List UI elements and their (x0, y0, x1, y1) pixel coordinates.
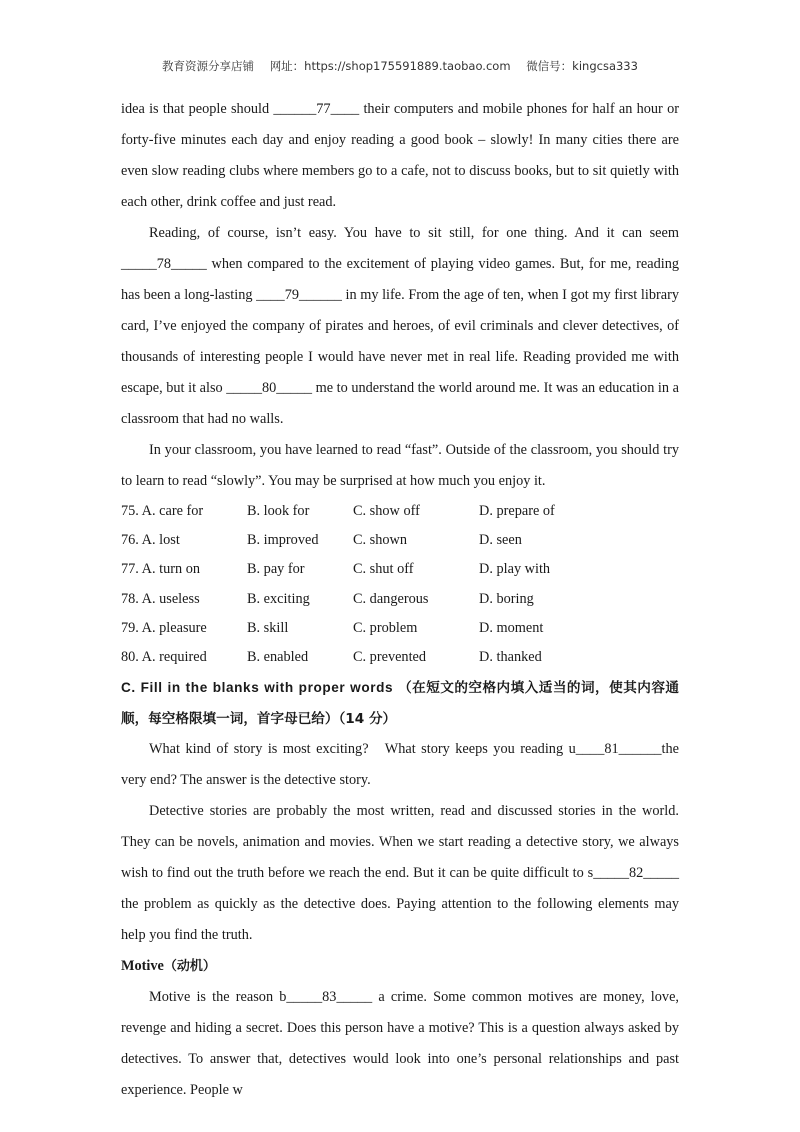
options-list (121, 497, 679, 672)
option-b: B. enabled (247, 649, 309, 666)
option-row-79 (121, 614, 679, 643)
document-body (121, 94, 679, 1106)
option-d: D. seen (479, 532, 522, 549)
option-b: B. exciting (247, 590, 310, 607)
option-row-80 (121, 643, 679, 672)
blank-78: _____78_____ (121, 256, 207, 272)
option-a: 79. A. pleasure (121, 619, 207, 636)
blank-77: ______77____ (273, 101, 360, 117)
option-row-76 (121, 526, 679, 555)
option-a: 75. A. care for (121, 503, 204, 519)
option-a: 78. A. useless (121, 590, 200, 607)
paragraph-6: Motive is the reason b_____83_____ a crime. Some common motives are money, love, revenge and hiding a secret. Does this person have a motive? This is a question always asked by detectives. To answer that, detectives would look into one’s personal relationships and past experience. People w (121, 989, 679, 1099)
section-c-heading: C. Fill in the blanks with proper words （在短文的空格内填入适当的词，使其内容通顺，每空格限填一词，首字母已给）（14 分） (121, 680, 679, 727)
option-d: D. play with (479, 561, 551, 578)
option-b: B. look for (247, 503, 310, 519)
blank-83: _____83_____ (286, 989, 373, 1006)
option-c: C. shut off (353, 561, 414, 578)
option-b: B. improved (247, 532, 319, 549)
option-c: C. dangerous (353, 590, 429, 607)
blank-80: _____80_____ (226, 380, 313, 396)
option-a: 76. A. lost (121, 532, 180, 549)
option-c: C. prevented (353, 649, 427, 666)
paragraph-2: Reading, of course, isn’t easy. You have to sit still, for one thing. And it can seem _____78_____ when compared to the excitement of playing video games. But, for me, reading has been a long-lasting ____79______ in my life. From the age of ten, when I got my first library card, I’ve enjoyed the company of pirates and heroes, of evil criminals and clever detectives, of thousands of interesting people I would have never met in real life. Reading provided me with escape, but it also _____80_____ me to understand the world around me. It was an education in a classroom that had no walls. (121, 225, 679, 427)
blank-82: _____82_____ (593, 865, 679, 882)
option-row-75 (121, 497, 679, 526)
wechat-id: 微信号：kingcsa333 (526, 59, 638, 73)
option-row-78 (121, 585, 679, 614)
paragraph-4: What kind of story is most exciting? What story keeps you reading u____81______the very end? The answer is the detective story. (121, 741, 679, 789)
option-b: B. skill (247, 619, 289, 636)
option-a: 80. A. required (121, 649, 207, 666)
paragraph-1: idea is that people should ______77____ their computers and mobile phones for half an hour or forty-five minutes each day and enjoy reading a good book – slowly! In many cities there are even slow reading clubs where members go to a cafe, not to discuss books, but to sit quietly with each other, drink coffee and just read. (121, 101, 679, 210)
option-c: C. problem (353, 619, 418, 636)
paragraph-5: Detective stories are probably the most written, read and discussed stories in the world. They can be novels, animation and movies. When we start reading a detective story, we always wish to find out the truth before we reach the end. But it can be quite difficult to s_____82_____ the problem as quickly as the detective does. Paying attention to the following elements may help you find the truth. (121, 803, 679, 944)
shop-url: 网址：https://shop175591889.taobao.com (269, 59, 511, 73)
option-row-77 (121, 555, 679, 584)
option-d: D. moment (479, 619, 544, 636)
option-d: D. thanked (479, 649, 542, 666)
option-b: B. pay for (247, 561, 305, 578)
motive-heading: Motive（动机） (121, 958, 216, 975)
option-a: 77. A. turn on (121, 561, 201, 578)
option-d: D. boring (479, 590, 534, 607)
option-c: C. show off (353, 503, 420, 519)
option-d: D. prepare of (479, 503, 555, 519)
page-header (0, 58, 800, 74)
shop-name: 教育资源分享店铺 (162, 59, 255, 73)
option-c: C. shown (353, 532, 408, 549)
blank-81: ____81______ (575, 741, 662, 758)
blank-79: ____79______ (256, 287, 342, 303)
paragraph-3: In your classroom, you have learned to read “fast”. Outside of the classroom, you should try to learn to read “slowly”. You may be surprised at how much you enjoy it. (121, 442, 679, 489)
